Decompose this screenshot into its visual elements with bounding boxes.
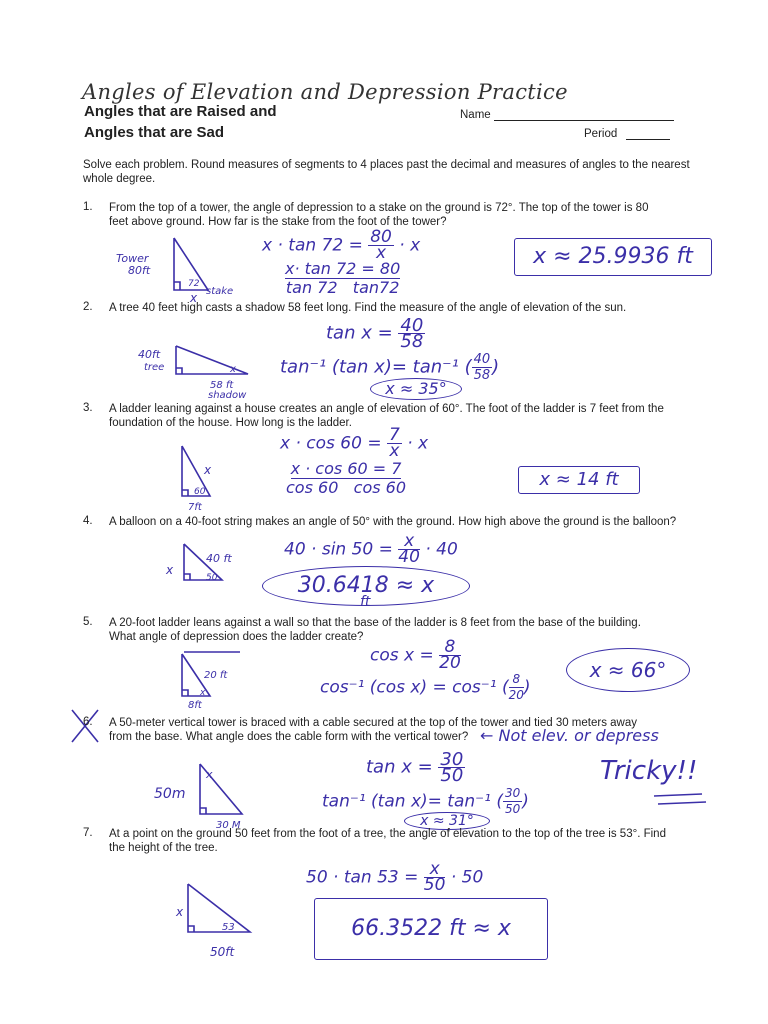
answer-oval: x ≈ 66° [566, 648, 690, 692]
period-label: Period [584, 128, 618, 140]
work-step: x· tan 72 = 80 tan 72 tan72 [285, 259, 401, 297]
answer-box: x ≈ 14 ft [518, 466, 640, 494]
problem-text: A balloon on a 40-foot string makes an angle of 50° with the ground. How high above the ground is the balloon? [109, 516, 677, 528]
problem-number: 1. [83, 201, 93, 213]
diagram-label: Tower [116, 252, 149, 265]
diagram-label: 72 [188, 279, 200, 289]
handwritten-title: Angles of Elevation and Depression Practice [82, 80, 568, 104]
diagram-label: shadow [208, 390, 247, 401]
problem-text: From the top of a tower, the angle of depression to a stake on the ground is 72°. The top of the tower is 80 feet above ground. How far is the stake from the foot of the tower? [109, 202, 649, 228]
triangle-diagram [170, 648, 260, 710]
diagram-label: 58 ft [210, 380, 234, 391]
instructions: Solve each problem. Round measures of segments to 4 places past the decimal and measures of angles to the nearest whole degree. [83, 159, 690, 185]
diagram-label: 60 [194, 487, 206, 497]
problem-number: 5. [83, 616, 93, 628]
problem-number: 2. [83, 301, 93, 313]
annotation-note: ← Not elev. or depress [480, 726, 659, 745]
diagram-label: x [230, 364, 236, 375]
triangle-diagram [130, 340, 270, 410]
diagram-label: 40 ft [206, 552, 232, 565]
work-step: tan⁻¹ (tan x)= tan⁻¹ ( $\frac{30}{50}$ ) [322, 786, 529, 816]
answer-oval: x ≈ 35° [370, 378, 462, 400]
answer-box: 66.3522 ft ≈ x [314, 898, 548, 960]
problem-number: 3. [83, 402, 93, 414]
diagram-label: x [176, 905, 184, 919]
answer-unit: ft [360, 594, 371, 610]
diagram-label: 50 [206, 573, 218, 583]
worksheet-title-line2: Angles that are Sad [84, 124, 225, 141]
triangle-diagram [170, 440, 250, 515]
diagram-label: 50m [154, 786, 186, 802]
diagram-label: 30 M [216, 820, 241, 831]
period-line [626, 139, 670, 140]
work-step: cos⁻¹ (cos x) = cos⁻¹ ( $\frac{8}{20}$ ) [320, 672, 531, 702]
worksheet-title-line1: Angles that are Raised and [84, 103, 277, 120]
tricky-note: Tricky!! [600, 756, 698, 786]
work-step: x · cos 60 = $\frac{7}{x}$ · x [280, 425, 429, 461]
problem-number: 4. [83, 515, 93, 527]
problem-text: A tree 40 feet high casts a shadow 58 feet long. Find the measure of the angle of elevation of the sun. [109, 302, 627, 314]
diagram-label: x [190, 291, 198, 305]
diagram-label: 50ft [210, 945, 235, 959]
diagram-label: x [200, 688, 206, 698]
problem-number: 6. [83, 716, 93, 728]
triangle-diagram [160, 540, 270, 590]
diagram-label: x [204, 463, 212, 477]
name-label: Name [460, 109, 491, 121]
problem-number: 7. [83, 827, 93, 839]
problem-text: A 20-foot ladder leans against a wall so that the base of the ladder is 8 feet from the base of the building. What angle of depression does the ladder create? [109, 617, 641, 643]
diagram-label: 7ft [188, 502, 202, 513]
problem-text: A ladder leaning against a house creates an angle of elevation of 60°. The foot of the ladder is 7 feet from the foundation of the house. How long is the ladder. [109, 403, 664, 429]
work-step: 50 · tan 53 = $\frac{x}{50}$ · 50 [306, 859, 484, 895]
problem-text: A 50-meter vertical tower is braced with a cable secured at the top of the tower and tied 30 meters away from the base. What angle does the cable form with the vertical tower? [109, 717, 637, 743]
triangle-diagram [110, 230, 250, 305]
triangle-diagram [150, 760, 270, 830]
work-step: tan x = $\frac{40}{58}$ [326, 315, 424, 352]
answer-oval: x ≈ 31° [404, 812, 490, 830]
problem-text: At a point on the ground 50 feet from the foot of a tree, the angle of elevation to the top of the tree is 53°. Find the height of the tree. [109, 828, 666, 854]
underline-mark [650, 790, 710, 810]
work-step: 40 · sin 50 = $\frac{x}{40}$ · 40 [284, 531, 458, 567]
answer-box: x ≈ 25.9936 ft [514, 238, 712, 276]
name-line [494, 120, 674, 121]
diagram-label: x [166, 563, 174, 577]
diagram-label: 20 ft [204, 670, 228, 681]
work-step: x · cos 60 = 7 cos 60 cos 60 [286, 459, 407, 497]
diagram-label: tree [144, 362, 165, 373]
diagram-label: x [206, 768, 213, 781]
diagram-label: 8ft [188, 700, 202, 711]
diagram-label: 80ft [128, 264, 151, 277]
answer-oval: 30.6418 ≈ x [262, 566, 470, 606]
diagram-label: 40ft [138, 348, 161, 361]
work-step: cos x = $\frac{8}{20}$ [370, 637, 461, 673]
work-step: tan x = $\frac{30}{50}$ [366, 749, 464, 786]
diagram-label: 53 [222, 922, 235, 933]
work-step: tan⁻¹ (tan x)= tan⁻¹ ( $\frac{40}{58}$ ) [280, 352, 500, 383]
work-step: x · tan 72 = $\frac{80}{x}$ · x [262, 227, 421, 263]
triangle-diagram [170, 880, 270, 960]
diagram-label: stake [206, 286, 234, 297]
